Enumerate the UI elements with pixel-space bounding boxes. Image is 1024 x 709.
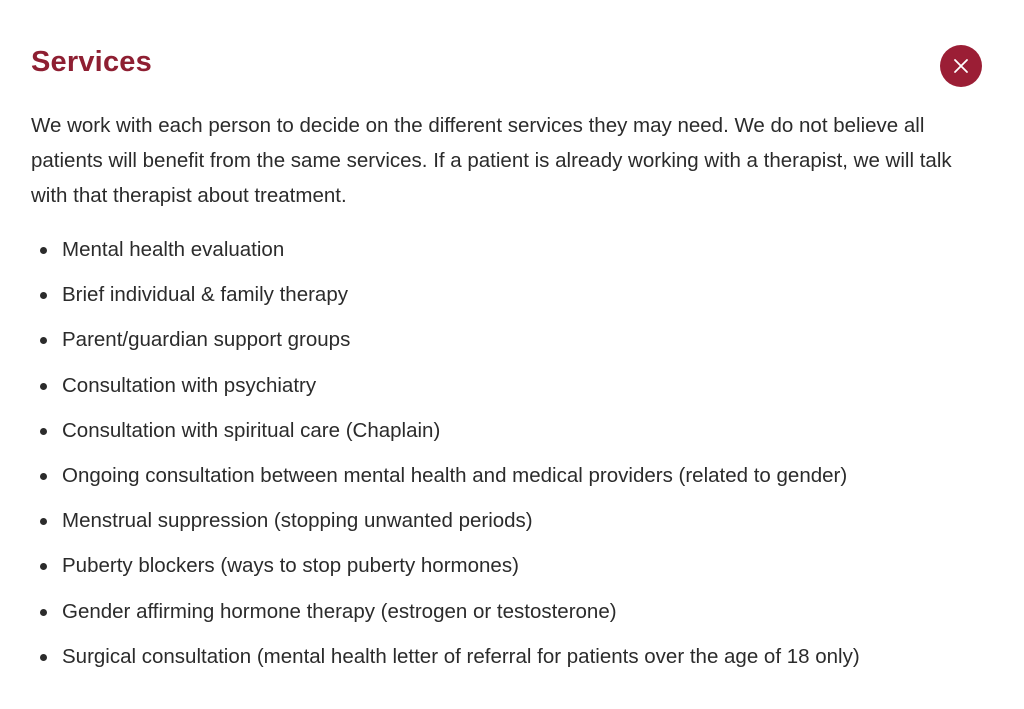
list-item-label: Ongoing consultation between mental health and medical providers (related to gender) [62,463,848,487]
list-item [31,639,991,684]
list-item [31,368,991,413]
list-item [31,548,991,593]
list-item-label: Gender affirming hormone therapy (estrogen or testosterone) [62,599,617,623]
list-item-label: Brief individual & family therapy [62,283,348,307]
list-item-label: Mental health evaluation [62,238,285,261]
list-item-label: Consultation with psychiatry [62,373,317,397]
services-list [31,232,991,684]
list-item [31,594,991,639]
dialog-title: Services [31,46,152,78]
close-button[interactable] [940,45,982,87]
intro-paragraph: We work with each person to decide on the different services they may need. We do not believe all patients will benefit from the same services. If a patient is already working with a therapist, we will talk with that therapist about treatment. [31,114,952,207]
list-item [31,322,991,367]
bullet-icon [40,563,47,570]
bullet-icon [40,428,47,435]
bullet-icon [40,654,47,661]
list-item [31,503,991,548]
list-item-label: Menstrual suppression (stopping unwanted periods) [62,509,533,533]
list-item-label: Consultation with spiritual care (Chaplain) [62,418,441,442]
list-item [31,458,991,503]
list-item-label: Parent/guardian support groups [62,328,351,352]
close-icon [953,58,969,74]
bullet-icon [40,337,47,344]
list-item-label: Surgical consultation (mental health letter of referral for patients over the age of 18 only) [62,644,860,668]
bullet-icon [40,383,47,390]
bullet-icon [40,247,47,254]
bullet-icon [40,292,47,299]
list-item-label: Puberty blockers (ways to stop puberty hormones) [62,554,519,578]
list-item [31,413,991,458]
list-item [31,277,991,322]
list-item [31,232,991,277]
bullet-icon [40,518,47,525]
bullet-icon [40,609,47,616]
bullet-icon [40,473,47,480]
